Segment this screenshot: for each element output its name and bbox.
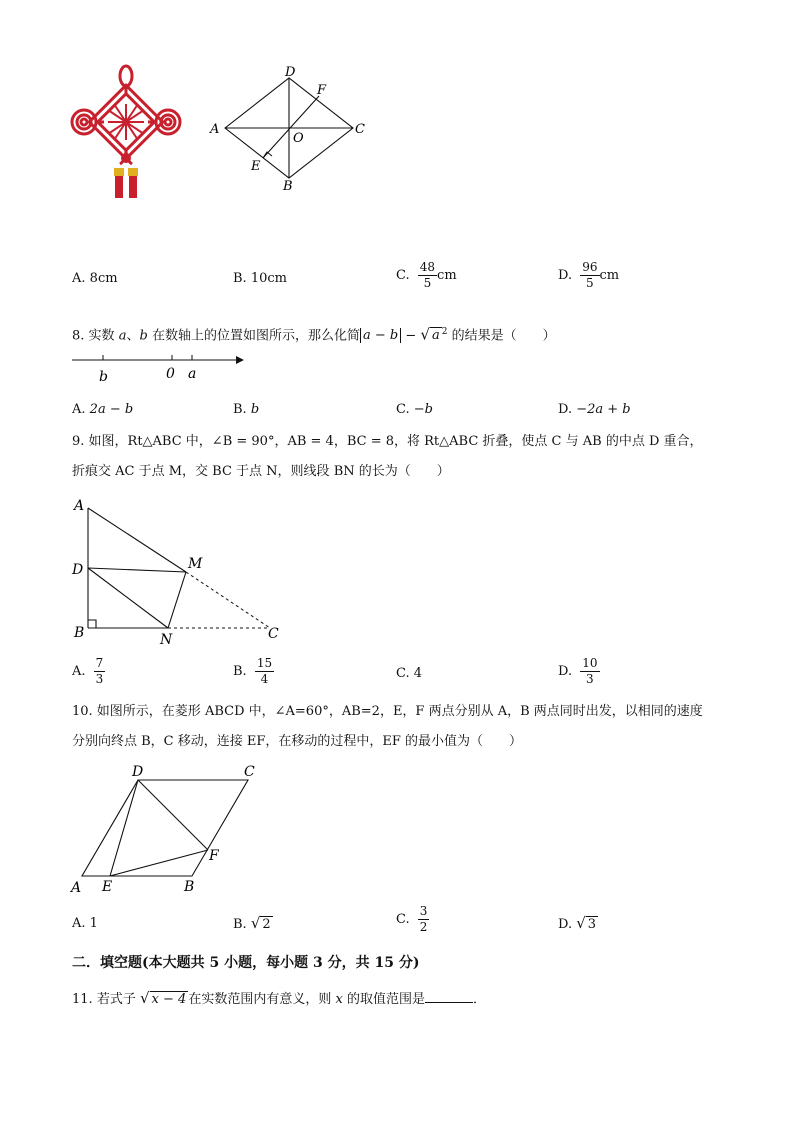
radicand: x − 4 [151,992,187,1007]
exponent: 2 [441,327,448,337]
sqrt-expression: √ x − 4 [139,989,187,1007]
q9-option-b[interactable] [233,656,274,687]
q7-option-c[interactable] [396,260,457,291]
sqrt-expression: √ 3 [576,914,597,932]
axis-label-zero: 0 [166,366,175,382]
denominator: 4 [260,672,269,686]
fraction [418,260,437,291]
denominator: 3 [95,672,104,686]
denominator: 2 [419,920,428,934]
rhombus-figure-q10 [68,760,268,896]
numerator: 15 [256,656,273,670]
label-B: B [283,179,293,194]
abs-expression: a − b [360,328,401,343]
label-F: F [317,83,327,98]
rhombus-figure-q7 [205,62,375,197]
sqrt-expression: √ a $^2$ [420,325,448,344]
option-letter: D. [558,664,573,679]
triangle-fold-figure-q9 [66,494,296,650]
option-letter: A. [72,402,86,417]
fraction [255,656,274,687]
answer-blank[interactable] [425,990,473,1003]
label-A: A [71,880,82,896]
option-value: 1 [89,916,98,931]
label-C: C [244,764,255,780]
var-b: b [139,328,148,344]
q9-stem-line1: 9. 如图，Rt△ABC 中，∠B = 90°，AB = 4，BC = 8，将 Rt△ABC 折叠，使点 C 与 AB 的中点 D 重合， [72,434,703,449]
label-A: A [210,122,220,137]
label-A: A [74,498,85,514]
option-letter: C. [396,912,410,927]
denominator: 5 [586,276,594,290]
period: ． [472,992,486,1007]
denominator: 3 [586,672,594,686]
option-letter: C. [396,402,410,417]
label-B: B [184,879,195,895]
option-value: −2a + b [576,402,631,417]
radicand: 2 [262,917,271,932]
fraction [94,656,106,687]
option-letter: B. [233,271,247,286]
q10-option-d[interactable] [558,914,598,932]
q7-option-d[interactable] [558,260,619,291]
unit: cm [437,268,457,283]
axis-label-a: a [188,366,197,382]
option-value: 2a − b [89,402,134,417]
q11-stem [72,988,486,1010]
label-E: E [102,879,113,895]
q8-option-a[interactable] [72,402,133,417]
label-D: D [285,65,296,80]
radicand: a [431,328,440,344]
number-line [68,348,248,388]
question-number: 11. [72,992,93,1007]
q9-option-c[interactable] [396,666,422,681]
var-x: x [335,992,343,1007]
label-O: O [293,131,304,146]
option-letter: D. [558,402,573,417]
section-heading: 二．填空题(本大题共 5 小题，每小题 3 分，共 15 分) [72,955,420,971]
axis-label-b: b [99,369,108,385]
q8-option-b[interactable] [233,402,259,417]
q9-option-a[interactable] [72,656,105,687]
numerator: 96 [582,260,598,274]
question-number: 8. [72,328,85,344]
option-value: 8cm [89,271,118,286]
q7-option-a[interactable] [72,271,118,286]
numerator: 3 [419,904,428,918]
option-letter: B. [233,917,247,932]
q10-option-c[interactable] [396,904,429,935]
label-E: E [251,159,261,174]
q10-option-b[interactable] [233,914,273,932]
q8-stem [72,322,556,346]
option-letter: D. [558,917,573,932]
q10-stem-line2: 分别向终点 B，C 移动，连接 EF，在移动的过程中，EF 的最小值为（ ） [72,734,523,749]
q8-option-c[interactable] [396,402,433,417]
stem-text: 若式子 [96,992,136,1007]
label-B: B [74,625,85,641]
label-F: F [209,848,219,864]
option-letter: A. [72,916,86,931]
separator: 、 [126,328,140,344]
stem-text: 的结果是（ ） [451,328,556,344]
q10-option-a[interactable] [72,916,98,931]
unit: cm [599,268,620,283]
label-N: N [160,632,173,648]
denominator: 5 [423,276,432,290]
label-D: D [72,562,84,578]
label-D: D [132,764,144,780]
option-value: −b [413,402,433,417]
stem-text: 在实数范围内有意义，则 [188,992,332,1007]
q9-option-d[interactable] [558,656,600,687]
option-letter: B. [233,664,247,679]
q7-option-b[interactable] [233,271,287,286]
fraction [580,260,599,291]
var-a: a [118,328,127,344]
label-C: C [355,122,365,137]
sqrt-expression: √ 2 [250,914,271,932]
q8-option-d[interactable] [558,402,631,417]
option-letter: A. [72,664,86,679]
option-value: 10cm [250,271,287,286]
option-letter: C. [396,268,410,283]
q9-stem-line2: 折痕交 AC 于点 M，交 BC 于点 N，则线段 BN 的长为（ ） [72,464,450,479]
fraction [418,904,430,935]
option-letter: C. [396,666,410,681]
stem-text: 的取值范围是 [346,992,425,1007]
option-letter: D. [558,268,573,283]
stem-text: 在数轴上的位置如图所示，那么化简 [151,328,360,344]
option-value: b [250,402,260,417]
fraction [580,656,599,687]
radicand: 3 [587,917,597,932]
label-M: M [188,556,203,572]
option-value: 4 [413,666,423,681]
q10-stem-line1: 10. 如图所示，在菱形 ABCD 中，∠A=60°，AB=2，E，F 两点分别从 A，B 两点同时出发，以相同的速度 [72,704,703,719]
chinese-knot-illustration [68,64,184,200]
numerator: 48 [419,260,436,274]
option-letter: A. [72,271,86,286]
numerator: 7 [95,656,104,670]
stem-text: 实数 [88,328,115,344]
option-letter: B. [233,402,247,417]
label-C: C [268,626,279,642]
minus-sign: − [405,328,417,344]
numerator: 10 [582,656,598,670]
